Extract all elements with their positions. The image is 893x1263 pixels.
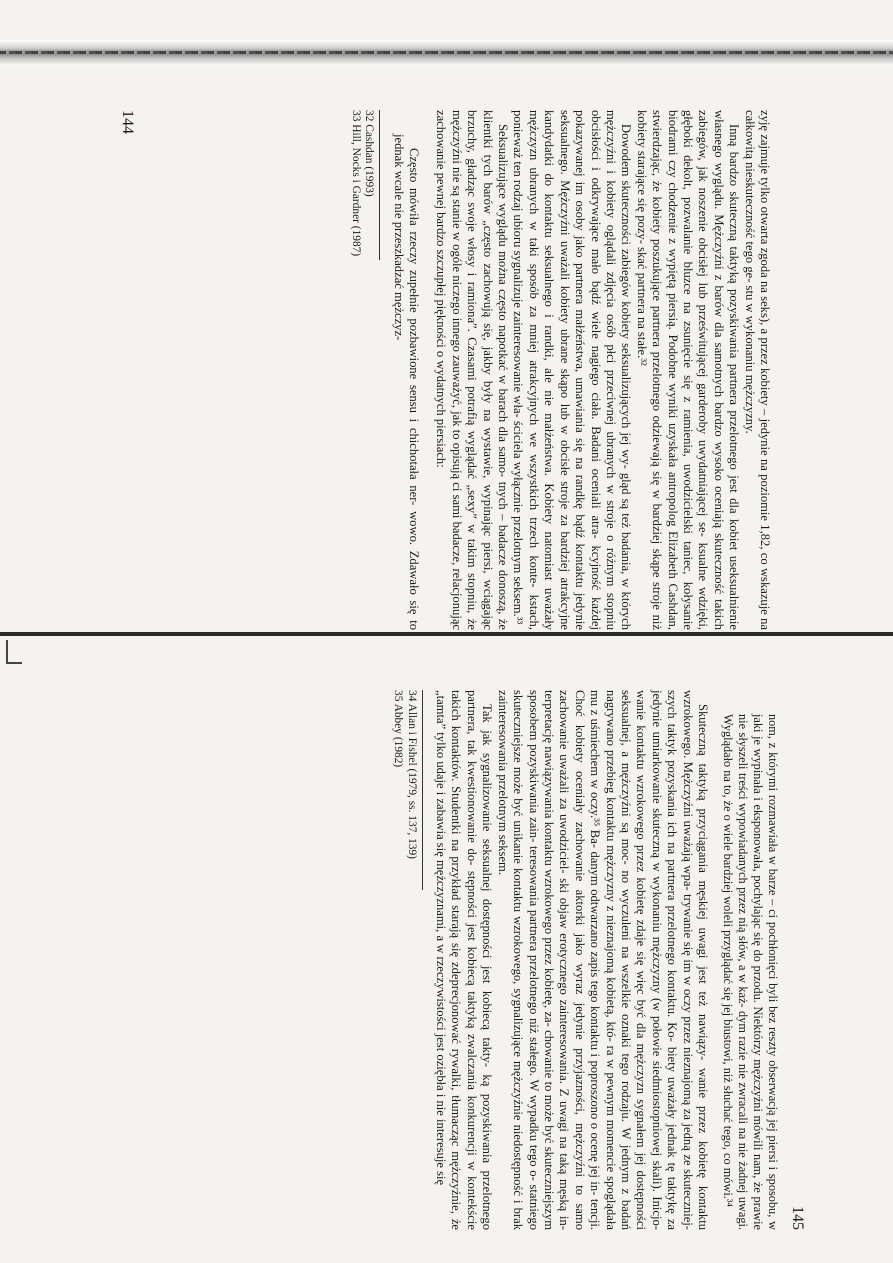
footnote: 33 Hill, Nocks i Gardner (1987) xyxy=(349,110,362,257)
page-145-content xyxy=(130,670,810,1250)
paragraph: Skuteczną taktyką przyciągania męskiej uwagi jest też nawiązy- wanie przez kobietę kontaktu wzrokowego. Mężczyźni uważają wpa- trywanie się im w oczy przez nieznajomą za jedną ze skuteczniej- szych taktyk pozyskania ich na partnera przelotnego kontaktu. Ko- biety uważały jednak tę taktykę za jedynie umiarkowanie skuteczną w wykonaniu mężczyzny (w połowie siedmiostopniowej skali). Inicjo- wanie kontaktu wzrokowego przez kobietę zdaje się więc być dla mężczyzn sygnałem jej dostępności seksualnej, a mężczyźni są moc- no wyczuleni na wszelkie oznaki tego rodzaju. W jednym z badań nagrywano przebieg kontaktu mężczyzny z nieznajomą kobietą, któ- ra w pewnym momencie spoglądała mu z uśmiechem w oczy.³⁵ Ba- danym odtwarzano zapis tego kontaktu i poproszono o ocenę jej in- tencji. Choć kobiety oceniały zachowanie aktorki jako wyraz jedynie przyjazności, mężczyźni to samo zachowanie uważali za uwodziciel- ski objaw erotycznego zainteresowania. Z uwagi na taką męską in- terpretację nawiązywania kontaktu wzrokowego przez kobietę, za- chowanie to może być skuteczniejszym sposobem pozyskiwania zain- teresowania partnera przelotnego niż stałego. W wypadku tego o- statniego skuteczniejsze może być unikanie kontaktu wzrokowego, sygnalizujące mężczyźnie niedostępność i brak zainteresowania przelotnym seksem. xyxy=(495,690,710,1230)
paragraph: Seksualizujące wyglądu można często napotkać w barach dla samo- tnych – badacze donoszą, że klientki tych barów „często zachowują się, jakby były na wystawie, wypinając piersi, wciągając brzuchy, gładząc swoje włosy i ramiona”. Czasami potrafią wyglądać „sexy” w takim stopniu, że mężczyźni nie są stanie w ogóle niczego innego zauważyć, jak to opisują ci sami badacze, relacjonując zachowanie pewnej bardzo szczupłej piękności o wydatnych piersiach: xyxy=(434,110,511,630)
page-144 xyxy=(110,90,790,650)
page-number: 144 xyxy=(119,110,136,134)
paragraph: Inną bardzo skuteczną taktyką pozyskiwania partnera przelotnego jest dla kobiet useksualnienie własnego wyglądu. Mężczyźni z barów dla samotnych bardzo wysoko oceniają skuteczność takich zabiegów, jak noszenie obcisłej lub prześwitującej garderoby uwydatniającej se- ksualne wdzięki, głęboki dekolt, pozwalanie bluzce na zsunięcie się z ramienia, uwodzicielski taniec, kołysanie biodrami czy chodzenie z wypiętą piersią. Podobne wyniki uzyskała antropolog Elizabeth Cashdan, stwierdzając, że kobiety poszukujące partnera przelotnego odziewają się w bardziej skąpe stroje niż kobiety starające się pozy- skać partnera na stałe.³² xyxy=(634,110,742,630)
paragraph: Dowodem skuteczności zabiegów kobiety seksualizujących jej wy- gląd są też badania, w których mężczyźni i kobiety oglądali zdjęcia osób płci przeciwnej ubranych w stroje o różnym stopniu obcisłości i odkrywające mało bądź wiele nagiego ciała. Badani oceniali atra- kcyjność każdej pokazywanej im osoby jako partnera małżeństwa, umawiania się na randkę bądź kontaktu jedynie seksualnego. Mężczyźni uważali kobiety ubrane skąpo lub w obcisłe stroje za bardziej atrakcyjne kandydatki do kontaktu seksualnego i randki, ale nie małżeństwa. Kobiety natomiast uważały mężczyzn ubranych w taki sposób za mniej atrakcyjnych we wszystkich trzech konte- kstach, ponieważ ten rodzaj ubioru sygnalizuje zainteresowanie wła- ściciela wyłącznie przelotnym seksem.³³ xyxy=(511,110,634,630)
page-144-content xyxy=(110,90,790,650)
paragraph: Tak jak sygnalizowanie seksualnej dostępności jest kobiecą takty- ką pozyskiwania przelotnego partnera, tak kwestionowanie do- stępności jest kobiecą taktyką zwalczania konkurencji w kontekście takich kontaktów. Studentki na przykład starają się zdeprecjonować rywalki, tłumacząc mężczyźnie, że „tamta” tylko udaje i zabawia się mężczyznami, a w rzeczywistości jest oziębła i nie interesuje się xyxy=(434,690,495,1230)
footnote: 35 Abbey (1982) xyxy=(392,690,405,768)
page-145 xyxy=(130,670,810,1250)
footnotes xyxy=(391,690,423,890)
scan-artifact-band xyxy=(0,40,893,66)
footnote: 32 Cashdan (1993) xyxy=(363,110,376,197)
footnotes xyxy=(348,110,380,260)
fold-mark xyxy=(6,640,22,664)
paragraph: zyję zajmuje tylko otwarta zgoda na seks), a przez kobiety – jedynie na poziomie 1,82, co wskazuje na całkowitą nieskuteczność tego ge- stu w wykonaniu mężczyzny. xyxy=(742,110,772,630)
footnote: 34 Allan i Fishel (1979, ss. 137, 139) xyxy=(405,690,418,859)
block-quote: nom, z którymi rozmawiała w barze – ci pochłonięci byli bez reszty obserwacją jej piersi i sposobu, w jaki je wypinała i eksponowała, pochylając się do przodu. Niektórzy mężczyźni mówili nam, że prawie nie słyszeli treści wypowiadanych przez nią słów, a w każ- dym razie nie zwracali na nie żadnej uwagi. Wyglądało na to, że o wiele bardziej woleli przyglądać się jej biustowi, niż słuchać tego, co mówi.³⁴ xyxy=(721,714,780,1230)
page-number: 145 xyxy=(789,1206,806,1230)
block-quote: Często mówiła rzeczy zupełnie pozbawione sensu i chichotała ner- wowo. Zdawało się to jednak wcale nie przeszkadzać mężczyz- xyxy=(391,134,422,630)
